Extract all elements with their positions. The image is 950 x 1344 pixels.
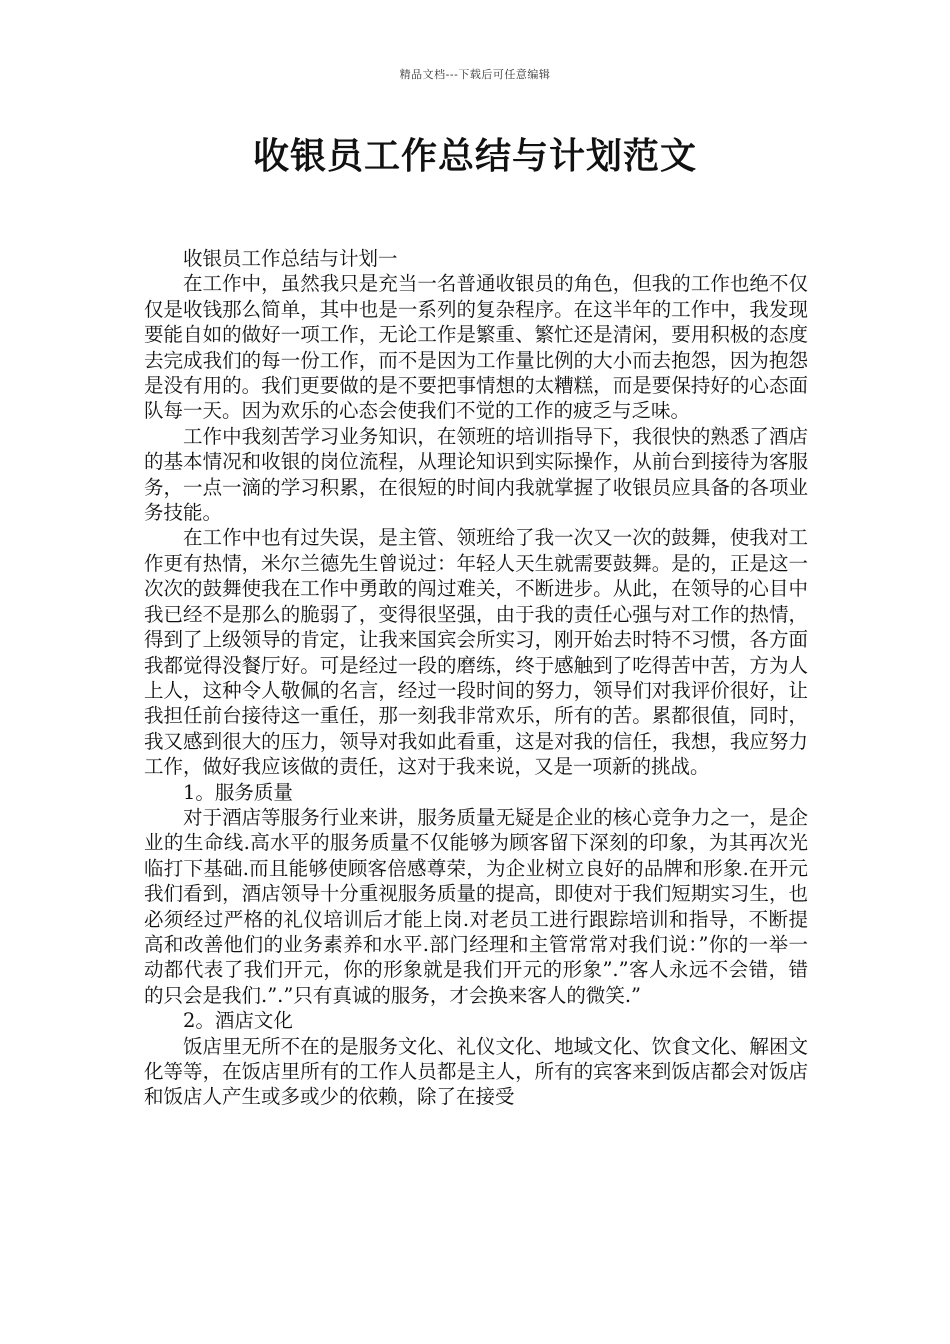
section-heading: 1。服务质量 — [183, 780, 293, 804]
paragraph: 在工作中也有过失误，是主管、领班给了我一次又一次的鼓舞，使我对工作更有热情，米尔兰德先生曾说过：年轻人天生就需要鼓舞。是的，正是这一次次的鼓舞使我在工作中勇敢的闯过难关，不断进步。从此，在领导的心目中我已经不是那么的脆弱了，变得很坚强，由于我的责任心强与对工作的热情，得到了上级领导的肯定，让我来国宾会所实习，刚开始去时特不习惯，各方面我都觉得没餐厅好。可是经过一段的磨练，终于感触到了吃得苦中苦，方为人上人，这种令人敬佩的名言，经过一段时间的努力，领导们对我评价很好，让我担任前台接待这一重任，那一刻我非常欢乐，所有的苦。累都很值，同时，我又感到很大的压力，领导对我如此看重，这是对我的信任，我想，我应努力工作，做好我应该做的责任，这对于我来说，又是一项新的挑战。 — [144, 526, 808, 779]
section-subtitle: 收银员工作总结与计划一 — [183, 247, 398, 270]
document-title: 收银员工作总结与计划范文 — [252, 136, 697, 177]
paragraph: 饭店里无所不在的是服务文化、礼仪文化、地域文化、饮食文化、解困文化等等，在饭店里所有的工作人员都是主人，所有的宾客来到饭店都会对饭店和饭店人产生或多或少的依赖，除了在接受 — [144, 1034, 808, 1109]
paragraph: 在工作中，虽然我只是充当一名普通收银员的角色，但我的工作也绝不仅仅是收钱那么简单，其中也是一系列的复杂程序。在这半年的工作中，我发现要能自如的做好一项工作，无论工作是繁重、繁忙还是清闲，要用积极的态度去完成我们的每一份工作，而不是因为工作量比例的大小而去抱怨，因为抱怨是没有用的。我们更要做的是不要把事情想的太糟糕，而是要保持好的心态面队每一天。因为欢乐的心态会使我们不觉的工作的疲乏与乏味。 — [144, 272, 808, 423]
section-heading: 2。酒店文化 — [183, 1009, 293, 1033]
paragraph: 对于酒店等服务行业来讲，服务质量无疑是企业的核心竞争力之一，是企业的生命线.高水平的服务质量不仅能够为顾客留下深刻的印象，为其再次光临打下基础.而且能够使顾客倍感尊荣，为企业树立良好的品牌和形象.在开元我们看到，酒店领导十分重视服务质量的提高，即使对于我们短期实习生，也必须经过严格的礼仪培训后才能上岗.对老员工进行跟踪培训和指导，不断提高和改善他们的业务素养和水平.部门经理和主管常常对我们说：”你的一举一动都代表了我们开元，你的形象就是我们开元的形象”.”客人永远不会错，错的只会是我们.”.”只有真诚的服务，才会换来客人的微笑.” — [144, 805, 808, 1007]
paragraph: 工作中我刻苦学习业务知识，在领班的培训指导下，我很快的熟悉了酒店的基本情况和收银的岗位流程，从理论知识到实际操作，从前台到接待为客服务，一点一滴的学习积累，在很短的时间内我就掌握了收银员应具备的各项业务技能。 — [144, 424, 808, 525]
document-body — [144, 246, 808, 1110]
header-note: 精品文档---下载后可任意编辑 — [399, 68, 551, 81]
